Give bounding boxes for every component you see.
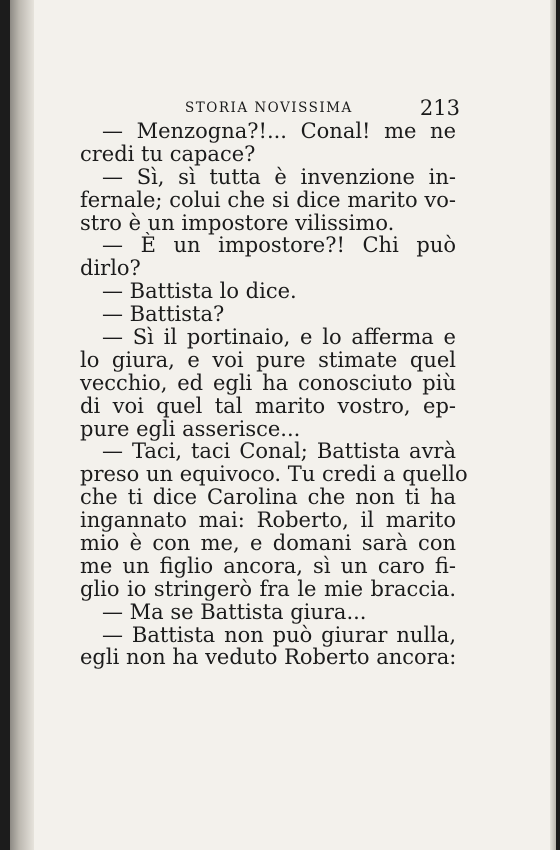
text-line: — Ma se Battista giura... — [102, 599, 367, 624]
text-line: lo giura, e voi pure stimate quel — [80, 347, 456, 372]
body-text — [80, 119, 468, 670]
text-line: di voi quel tal marito vostro, ep- — [80, 393, 456, 418]
text-line: — È un impostore?! Chi può — [102, 233, 456, 258]
book-page — [10, 0, 556, 850]
text-line: — Sì, sì tutta è invenzione in- — [102, 164, 456, 189]
page-edge — [550, 0, 556, 850]
text-line: — Battista non può giurar nulla, — [102, 622, 456, 647]
page-number: 213 — [419, 96, 460, 120]
text-line: — Battista? — [102, 302, 225, 327]
text-line: vecchio, ed egli ha conosciuto più — [80, 370, 456, 395]
text-line: glio io stringerò fra le mie braccia. — [80, 576, 456, 601]
text-line: ingannato mai: Roberto, il marito — [80, 508, 456, 533]
text-line: — Battista lo dice. — [102, 279, 297, 304]
text-line: — Taci, taci Conal; Battista avrà — [102, 439, 456, 464]
text-line: preso un equivoco. Tu credi a quello — [80, 462, 468, 487]
text-line: fernale; colui che si dice marito vo- — [80, 187, 456, 212]
text-line: credi tu capace? — [80, 141, 256, 166]
text-line: me un figlio ancora, sì un caro fi- — [80, 553, 456, 578]
text-line: stro è un impostore vilissimo. — [80, 210, 395, 235]
text-line: che ti dice Carolina che non ti ha — [80, 485, 456, 510]
text-line: egli non ha veduto Roberto ancora: — [80, 645, 457, 670]
text-line: — Sì il portinaio, e lo afferma e — [102, 325, 456, 350]
text-line: — Menzogna?!... Conal! me ne — [102, 119, 456, 143]
text-line: dirlo? — [80, 256, 141, 281]
running-title: STORIA NOVISSIMA — [185, 100, 353, 116]
page-gutter-shadow — [10, 0, 34, 850]
text-line: mio è con me, e domani sarà con — [80, 531, 456, 556]
text-line: pure egli asserisce... — [80, 416, 301, 441]
